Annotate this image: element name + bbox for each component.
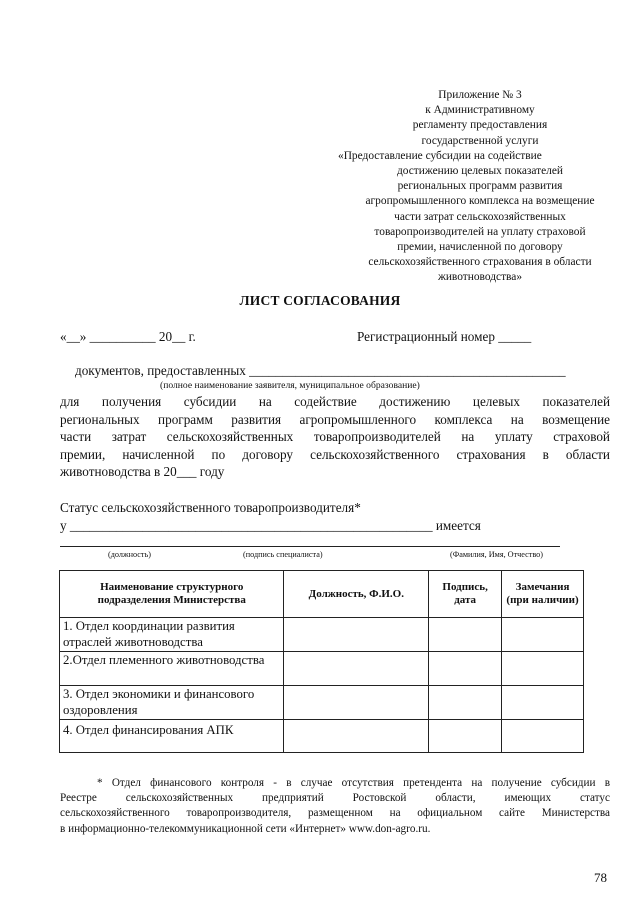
- appendix-header: [330, 88, 630, 286]
- department-cell: 3. Отдел экономики и финансового оздоровления: [60, 686, 284, 720]
- table-header-row: [60, 571, 584, 618]
- header-department: Наименование структурного подразделения Министерства: [60, 571, 284, 618]
- appendix-line: достижению целевых показателей: [396, 165, 564, 178]
- footnote-line: * Отдел финансового контроля - в случае отсутствия претендента на получение субсидии в: [97, 777, 610, 789]
- remarks-cell[interactable]: [502, 652, 584, 686]
- caption-full-name: (Фамилия, Имя, Отчество): [450, 550, 543, 559]
- date-line: «__» __________ 20__ г.: [60, 329, 196, 344]
- footnote-line: в информационно-телекоммуникационной сети «Интернет» www.don-agro.ru.: [60, 822, 431, 835]
- signature-cell[interactable]: [429, 618, 502, 652]
- signature-rule: [60, 546, 560, 547]
- table-row: [60, 652, 584, 686]
- documents-caption: (полное наименование заявителя, муниципальное образование): [160, 380, 420, 391]
- page-title: ЛИСТ СОГЛАСОВАНИЯ: [239, 293, 401, 308]
- appendix-line: агропромышленного комплекса на возмещение: [365, 195, 595, 208]
- appendix-line: Приложение № 3: [438, 89, 522, 101]
- department-cell: 2.Отдел племенного животноводства: [60, 652, 284, 686]
- purpose-line: региональных программ развития агропромышленного комплекса на возмещение: [60, 411, 610, 427]
- purpose-line: животноводства в 20___ году: [60, 464, 225, 480]
- header-position-name: Должность, Ф.И.О.: [284, 571, 429, 618]
- purpose-line: премии, начисленной по договору сельскохозяйственного страхования в области: [60, 446, 610, 462]
- position-cell[interactable]: [284, 686, 429, 720]
- page-number: 78: [594, 870, 607, 885]
- footnote: [60, 776, 610, 837]
- remarks-cell[interactable]: [502, 686, 584, 720]
- footnote-line: сельскохозяйственного товаропроизводителя, размещенном на официальном сайте Министерства: [60, 807, 610, 820]
- signature-cell[interactable]: [429, 652, 502, 686]
- remarks-cell[interactable]: [502, 720, 584, 753]
- position-cell[interactable]: [284, 652, 429, 686]
- appendix-line: премии, начисленной по договору: [397, 241, 563, 254]
- appendix-line: сельскохозяйственного страхования в области: [368, 256, 592, 269]
- status-line: у _______________________________________________________ имеется: [60, 518, 481, 533]
- caption-signature: (подпись специалиста): [243, 550, 323, 559]
- appendix-line: регламенту предоставления: [412, 119, 548, 132]
- position-cell[interactable]: [284, 618, 429, 652]
- appendix-line: государственной услуги: [421, 134, 539, 147]
- appendix-line: животноводства»: [437, 271, 523, 284]
- purpose-line: для получения субсидии на содействие достижению целевых показателей: [60, 394, 610, 409]
- approval-table: [59, 570, 584, 753]
- header-remarks: Замечания (при наличии): [502, 571, 584, 618]
- position-cell[interactable]: [284, 720, 429, 753]
- table-row: [60, 720, 584, 753]
- appendix-line: к Административному: [425, 104, 535, 117]
- signature-cell[interactable]: [429, 720, 502, 753]
- documents-line: документов, предоставленных ________________________________________________: [75, 363, 566, 378]
- purpose-line: части затрат сельскохозяйственных товаропроизводителей на уплату страховой: [60, 429, 610, 445]
- registration-number: Регистрационный номер _____: [357, 329, 532, 344]
- appendix-line: товаропроизводителей на уплату страховой: [374, 225, 586, 238]
- caption-position: (должность): [108, 550, 151, 559]
- purpose-paragraph: [60, 393, 610, 481]
- appendix-line: части затрат сельскохозяйственных: [394, 210, 566, 223]
- footnote-line: Реестре сельскохозяйственных предприятий Ростовской области, имеющих статус: [60, 792, 610, 805]
- remarks-cell[interactable]: [502, 618, 584, 652]
- appendix-line: «Предоставление субсидии на содействие: [338, 149, 542, 162]
- table-row: [60, 618, 584, 652]
- table-row: [60, 686, 584, 720]
- signature-cell[interactable]: [429, 686, 502, 720]
- department-cell: 1. Отдел координации развития отраслей животноводства: [60, 618, 284, 652]
- header-signature-date: Подпись, дата: [429, 571, 502, 618]
- department-cell: 4. Отдел финансирования АПК: [60, 720, 284, 753]
- status-label: Статус сельскохозяйственного товаропроизводителя*: [60, 500, 361, 515]
- appendix-line: региональных программ развития: [397, 180, 563, 193]
